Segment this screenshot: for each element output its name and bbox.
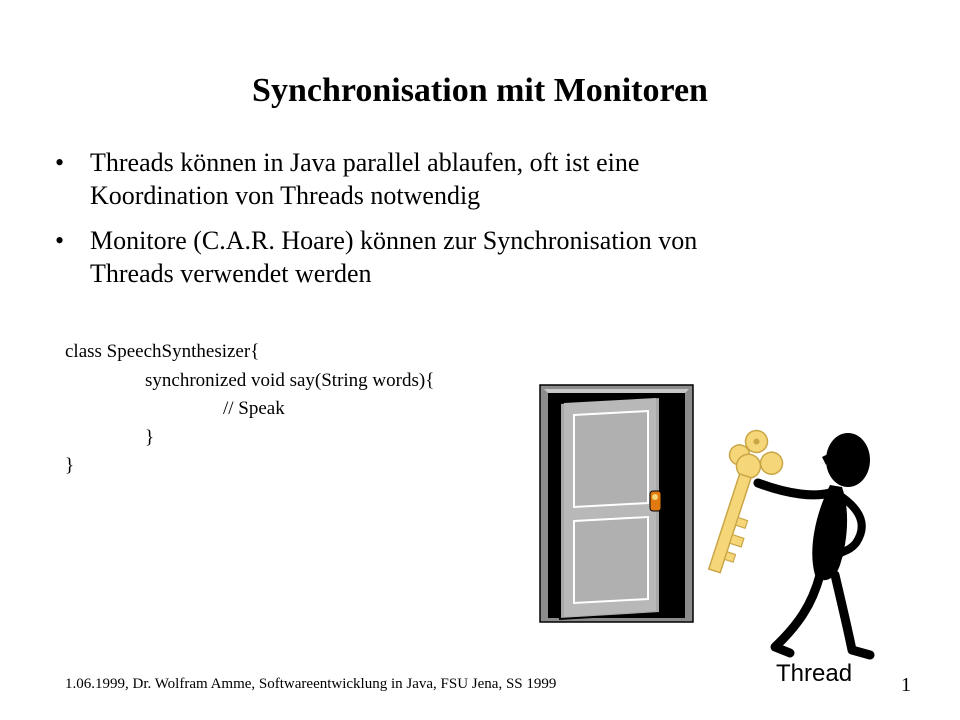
bullet-marker: • [55,226,65,255]
code-line: class SpeechSynthesizer{ [65,341,260,362]
slide-title: Synchronisation mit Monitoren [252,72,708,109]
slide-footer: 1.06.1999, Dr. Wolfram Amme, Softwareentwicklung in Java, FSU Jena, SS 1999 [65,676,557,692]
bullet-line: Threads können in Java parallel ablaufen, oft ist eine [90,148,640,177]
code-block [65,338,434,481]
page-number: 1 [901,674,911,696]
key-icon [694,424,791,580]
bullet-line: Koordination von Threads notwendig [90,181,481,210]
bullet-item [55,146,915,212]
open-door-icon [540,385,693,622]
bullet-marker: • [55,148,65,177]
bullet-item [55,224,915,290]
door-key-illustration [530,375,930,675]
code-line: } [145,426,155,448]
code-line: synchronized void say(String words){ [145,369,435,391]
bullet-line: Threads verwendet werden [90,259,372,288]
code-line: } [65,455,75,476]
thread-label: Thread [776,660,853,687]
bullet-line: Monitore (C.A.R. Hoare) können zur Synchronisation von [90,226,698,255]
code-line: // Speak [223,398,285,419]
bullet-list [55,146,915,302]
